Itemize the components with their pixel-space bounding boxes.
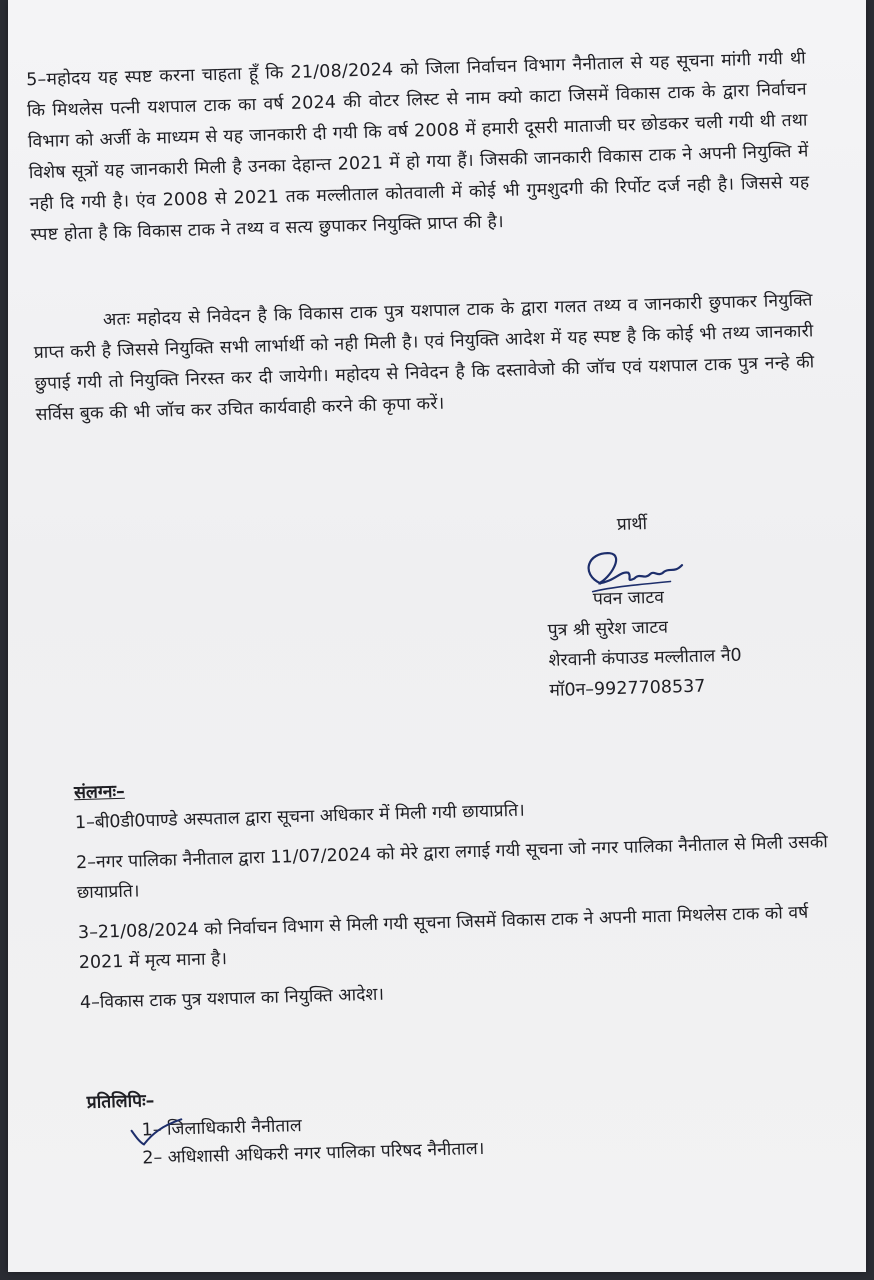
enclosure-item-3: 3–21/08/2024 को निर्वाचन विभाग से मिली गयी सूचना जिसमें विकास टाक ने अपनी माता मिथलेस टाक को वर्ष 2021 में मृत्य माना है। bbox=[77, 902, 809, 974]
applicant-address: शेरवानी कंपाउड मल्लीताल नै0 bbox=[548, 645, 742, 671]
applicant-name: पवन जाटव bbox=[592, 587, 665, 610]
document-page bbox=[8, 0, 866, 1272]
signature-block bbox=[544, 504, 849, 706]
applicant-father: पुत्र श्री सुरेश जाटव bbox=[547, 617, 669, 641]
enclosure-item-4: 4–विकास टाक पुत्र यशपाल का नियुक्ति आदेश। bbox=[79, 984, 385, 1014]
enclosure-item-1: 1–बी0डी0पाण्डे अस्पताल द्वारा सूचना अधिकार में मिली गयी छायाप्रति। bbox=[74, 800, 526, 834]
copy-item-1-text: 1– जिलाधिकारी नैनीताल bbox=[141, 1115, 303, 1141]
enclosures-section bbox=[74, 758, 861, 1028]
enclosure-item-2: 2–नगर पालिका नैनीताल द्वारा 11/07/2024 को मेरे द्वारा लगाई गयी सूचना जो नगर पालिका नैनीताल से मिली उसकी छायाप्रति। bbox=[75, 832, 829, 904]
applicant-phone: मॉ0न–9927708537 bbox=[549, 676, 706, 701]
copies-section bbox=[86, 1070, 788, 1174]
paragraph-point-5: 5–महोदय यह स्पष्ट करना चाहता हूँ कि 21/08/2024 को जिला निर्वाचन विभाग नैनीताल से यह सूचना मांगी गयी थी कि मिथलेस पत्नी यशपाल टाक का वर्ष 2024 की वोटर लिस्ट से नाम क्यो काटा जिसमें विकास टाक के द्वारा निर्वाचन विभाग को अर्जी के माध्यम से यह जानकारी दी गयी कि वर्ष 2008 में हमारी दूसरी माताजी घर छोडकर चली गयी थी तथा विशेष सूत्रों यह जानकारी मिली है उनका देहान्त 2021 में हो गया हैं। जिसकी जानकारी विकास टाक ने अपनी नियुक्ति में नही दि गयी है। एंव 2008 से 2021 तक मल्लीताल कोतवाली में कोई भी गुमशुदगी की रिर्पोट दर्ज नही है। जिससे यह स्पष्ट होता है कि विकास टाक ने तथ्य व सत्य छुपाकर नियुक्ति प्राप्त की है। bbox=[25, 48, 810, 246]
copies-heading: प्रतिलिपिः– bbox=[86, 1091, 155, 1113]
applicant-label: प्रार्थी bbox=[616, 514, 648, 535]
paragraph-request: अतः महोदय से निवेदन है कि विकास टाक पुत्र यशपाल टाक के द्वारा गलत तथ्य व जानकारी छुपाकर नियुक्ति प्राप्त करी है जिससे नियुक्ति सभी लार्भार्थी को नही मिली है। एवं नियुक्ति आदेश में यह स्पष्ट है कि कोई भी तथ्य जानकारी छुपाई गयी तो नियुक्ति निरस्त कर दी जायेगी। महोदय से निवेदन है कि दस्तावेजो की जॉच एवं यशपाल टाक पुत्र नन्हे की सर्विस बुक की भी जॉच कर उचित कार्यवाही करने की कृपा करें। bbox=[33, 290, 815, 426]
copy-item-2: 2– अधिशासी अधिकरी नगर पालिका परिषद नैनीताल। bbox=[142, 1138, 485, 1169]
enclosures-heading: संलग्नः– bbox=[73, 781, 126, 804]
letter-body bbox=[8, 0, 866, 1272]
handwritten-signature bbox=[569, 541, 701, 605]
